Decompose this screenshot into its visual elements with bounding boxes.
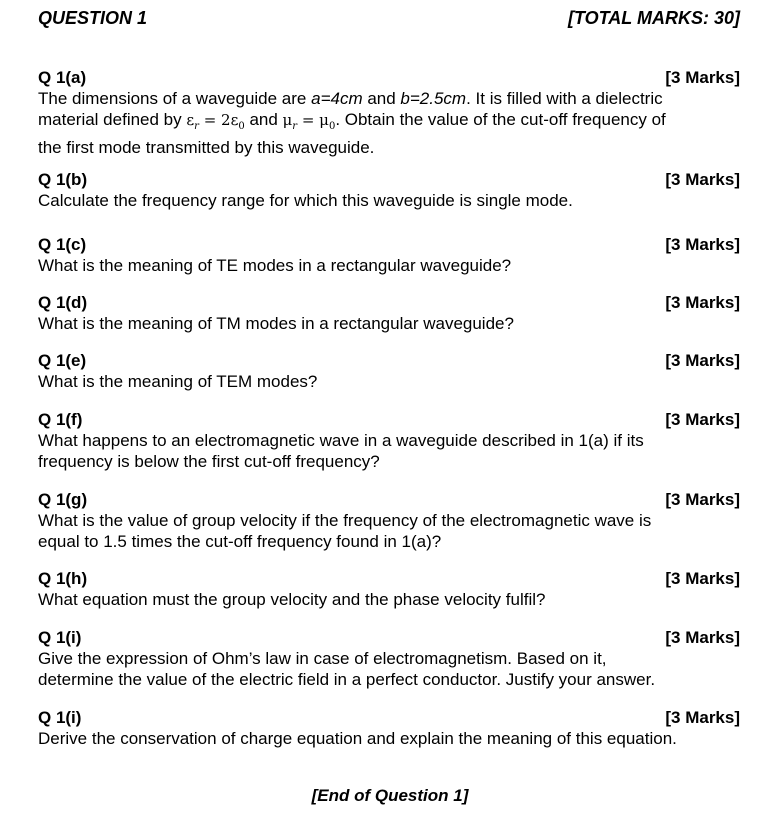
question-text-line: the first mode transmitted by this waveguide. [38, 138, 375, 157]
question-text-line: What is the value of group velocity if the frequency of the electromagnetic wave is [38, 511, 652, 530]
question-marks: [3 Marks] [665, 628, 740, 647]
question-text-line: Calculate the frequency range for which this waveguide is single mode. [38, 191, 573, 210]
question-marks: [3 Marks] [665, 235, 740, 254]
text-span: material defined by [38, 110, 187, 129]
question-text-line: equal to 1.5 times the cut-off frequency found in 1(a)? [38, 532, 442, 551]
text-span: . It is filled with a dielectric [466, 89, 663, 108]
question-1j [38, 708, 740, 749]
text-span: and [362, 89, 401, 108]
question-1i [38, 628, 740, 690]
page-header [38, 8, 740, 32]
question-label: Q 1(b) [38, 170, 88, 189]
question-label: Q 1(f) [38, 410, 83, 429]
question-marks: [3 Marks] [665, 351, 740, 370]
total-marks: [TOTAL MARKS: 30] [567, 8, 740, 28]
permittivity-equation: $\varepsilon_r = 2\varepsilon_0$ [186, 111, 245, 132]
dimension-b: b=2.5cm [400, 89, 467, 108]
question-title: QUESTION 1 [38, 8, 148, 28]
end-of-question: [End of Question 1] [311, 786, 469, 805]
question-text-line [38, 88, 740, 109]
question-label: Q 1(i) [38, 628, 82, 647]
permeability-equation: $\mu_r = \mu_0$ [282, 111, 336, 132]
text-span: The dimensions of a waveguide are [38, 89, 312, 108]
question-1d [38, 293, 740, 334]
question-1h [38, 569, 740, 610]
question-text-line: What is the meaning of TE modes in a rectangular waveguide? [38, 256, 512, 275]
question-text-line [38, 109, 740, 137]
question-marks: [3 Marks] [665, 569, 740, 588]
text-span: and [244, 110, 283, 129]
question-marks: [3 Marks] [665, 490, 740, 509]
question-label: Q 1(d) [38, 293, 88, 312]
question-label: Q 1(c) [38, 235, 87, 254]
dimension-a: a=4cm [311, 89, 363, 108]
question-text-line: What happens to an electromagnetic wave in a waveguide described in 1(a) if its [38, 431, 644, 450]
question-1f [38, 410, 740, 472]
question-label: Q 1(h) [38, 569, 88, 588]
question-label: Q 1(a) [38, 68, 87, 87]
question-text-line: determine the value of the electric field in a perfect conductor. Justify your answer. [38, 670, 656, 689]
question-text-line: What equation must the group velocity and the phase velocity fulfil? [38, 590, 546, 609]
question-1e [38, 351, 740, 392]
question-marks: [3 Marks] [665, 708, 740, 727]
question-text-line: Give the expression of Ohm’s law in case of electromagnetism. Based on it, [38, 649, 607, 668]
question-text-line: What is the meaning of TEM modes? [38, 372, 318, 391]
question-text-line: frequency is below the first cut-off frequency? [38, 452, 380, 471]
question-1c [38, 235, 740, 276]
question-marks: [3 Marks] [665, 170, 740, 189]
text-span: . Obtain the value of the cut-off frequency of [335, 110, 666, 129]
question-marks: [3 Marks] [665, 410, 740, 429]
question-label: Q 1(i) [38, 708, 82, 727]
question-1a [38, 68, 740, 158]
question-label: Q 1(e) [38, 351, 87, 370]
question-marks: [3 Marks] [665, 293, 740, 312]
question-label: Q 1(g) [38, 490, 88, 509]
question-text-line: What is the meaning of TM modes in a rectangular waveguide? [38, 314, 514, 333]
question-text-line: Derive the conservation of charge equation and explain the meaning of this equation. [38, 729, 677, 748]
question-1b [38, 170, 740, 211]
question-marks: [3 Marks] [665, 68, 740, 87]
question-1g [38, 490, 740, 552]
